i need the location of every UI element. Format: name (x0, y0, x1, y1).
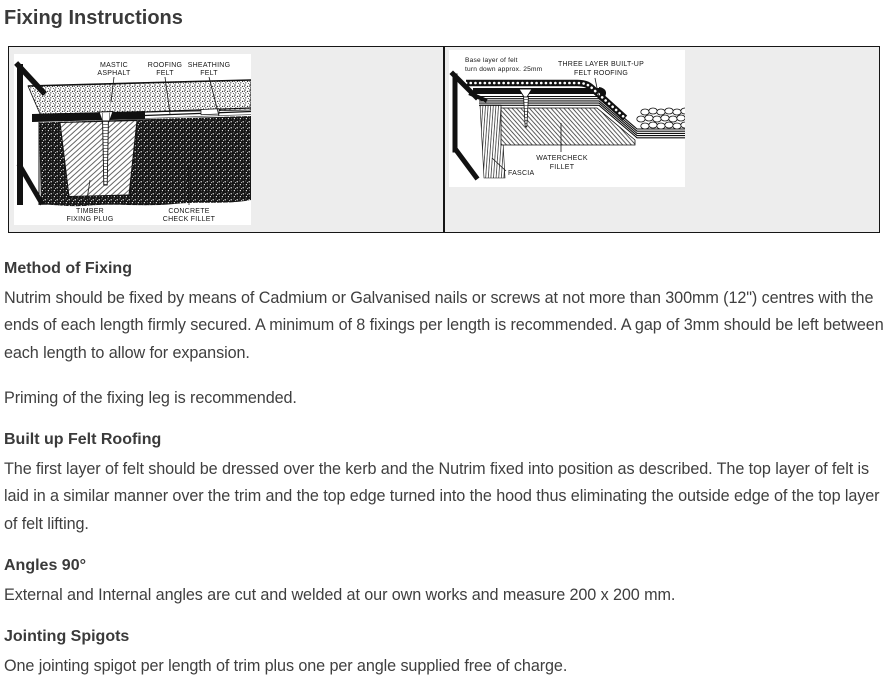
figure-panel (8, 46, 880, 233)
paragraph: One jointing spigot per length of trim plus one per angle supplied free of charge. (4, 657, 568, 676)
paragraph: The first layer of felt should be dressed over the kerb and the Nutrim fixed into position as described. The top layer of felt is laid in a similar manner over the trim and the top edge turned into the hood thus eliminating the outside edge of the top layer of felt lifting. (4, 460, 880, 533)
timber-plug-label-line1: TIMBER (76, 208, 104, 215)
watercheck-label-line2: FILLET (549, 164, 575, 171)
three-layer-label-line1: THREE LAYER BUILT-UP (557, 61, 645, 68)
stone-chippings (637, 108, 685, 129)
timber-fixing-plug (60, 121, 137, 197)
paragraph: External and Internal angles are cut and welded at our own works and measure 200 x 200 mm. (4, 586, 676, 605)
fascia-label: FASCIA (508, 170, 535, 177)
section-heading: Method of Fixing (4, 260, 132, 277)
paragraph: Nutrim should be fixed by means of Cadmium or Galvanised nails or screws at not more than 300mm (12") centres with the ends of each length firmly secured. A minimum of 8 fixings per length is recommended. A gap of 3mm should be left between each length to allow for expansion. (4, 289, 884, 362)
page-title: Fixing Instructions (4, 7, 183, 29)
roofing-felt-label-line2: FELT (156, 70, 174, 77)
section-heading: Built up Felt Roofing (4, 431, 162, 449)
section-built-up-felt-roofing (4, 430, 884, 538)
watercheck-fillet (501, 108, 635, 145)
section-heading: Jointing Spigots (4, 628, 130, 646)
felt-roofing-diagram (449, 50, 685, 187)
mastic-asphalt-label-line2: ASPHALT (97, 70, 131, 77)
trim-bar (473, 88, 599, 94)
watercheck-label-line1: WATERCHECK (536, 155, 588, 162)
figure-asphalt-fixing-detail (9, 47, 443, 232)
three-layer-label-line2: FELT ROOFING (573, 70, 629, 77)
concrete-fillet-label-line1: CONCRETE (168, 208, 210, 215)
base-layer-label-line2: turn down approx. 25mm (465, 66, 543, 73)
mastic-asphalt-label-line1: MASTIC (100, 62, 128, 69)
paragraph: Priming of the fixing leg is recommended. (4, 388, 297, 407)
figure-felt-roofing-detail (443, 47, 879, 232)
section-method-of-fixing (4, 259, 884, 412)
sheathing-felt-notch (201, 109, 219, 115)
section-heading: Angles 90° (4, 557, 86, 575)
screw-shaft (103, 121, 109, 185)
roofing-felt-label-line1: ROOFING (147, 62, 183, 69)
section-angles-90 (4, 556, 884, 609)
asphalt-fixing-diagram-svg (14, 54, 251, 225)
base-layer-label-line1: Base layer of felt (465, 57, 518, 64)
felt-roofing-diagram-svg (449, 50, 685, 187)
asphalt-fixing-diagram (14, 54, 251, 225)
content (4, 6, 884, 681)
sheathing-felt-label-line1: SHEATHING (187, 62, 231, 69)
concrete-fillet-label-line2: CHECK FILLET (162, 216, 216, 223)
timber-plug-label-line2: FIXING PLUG (66, 216, 114, 223)
section-jointing-spigots (4, 627, 884, 680)
sheathing-felt-label-line2: FELT (200, 70, 218, 77)
